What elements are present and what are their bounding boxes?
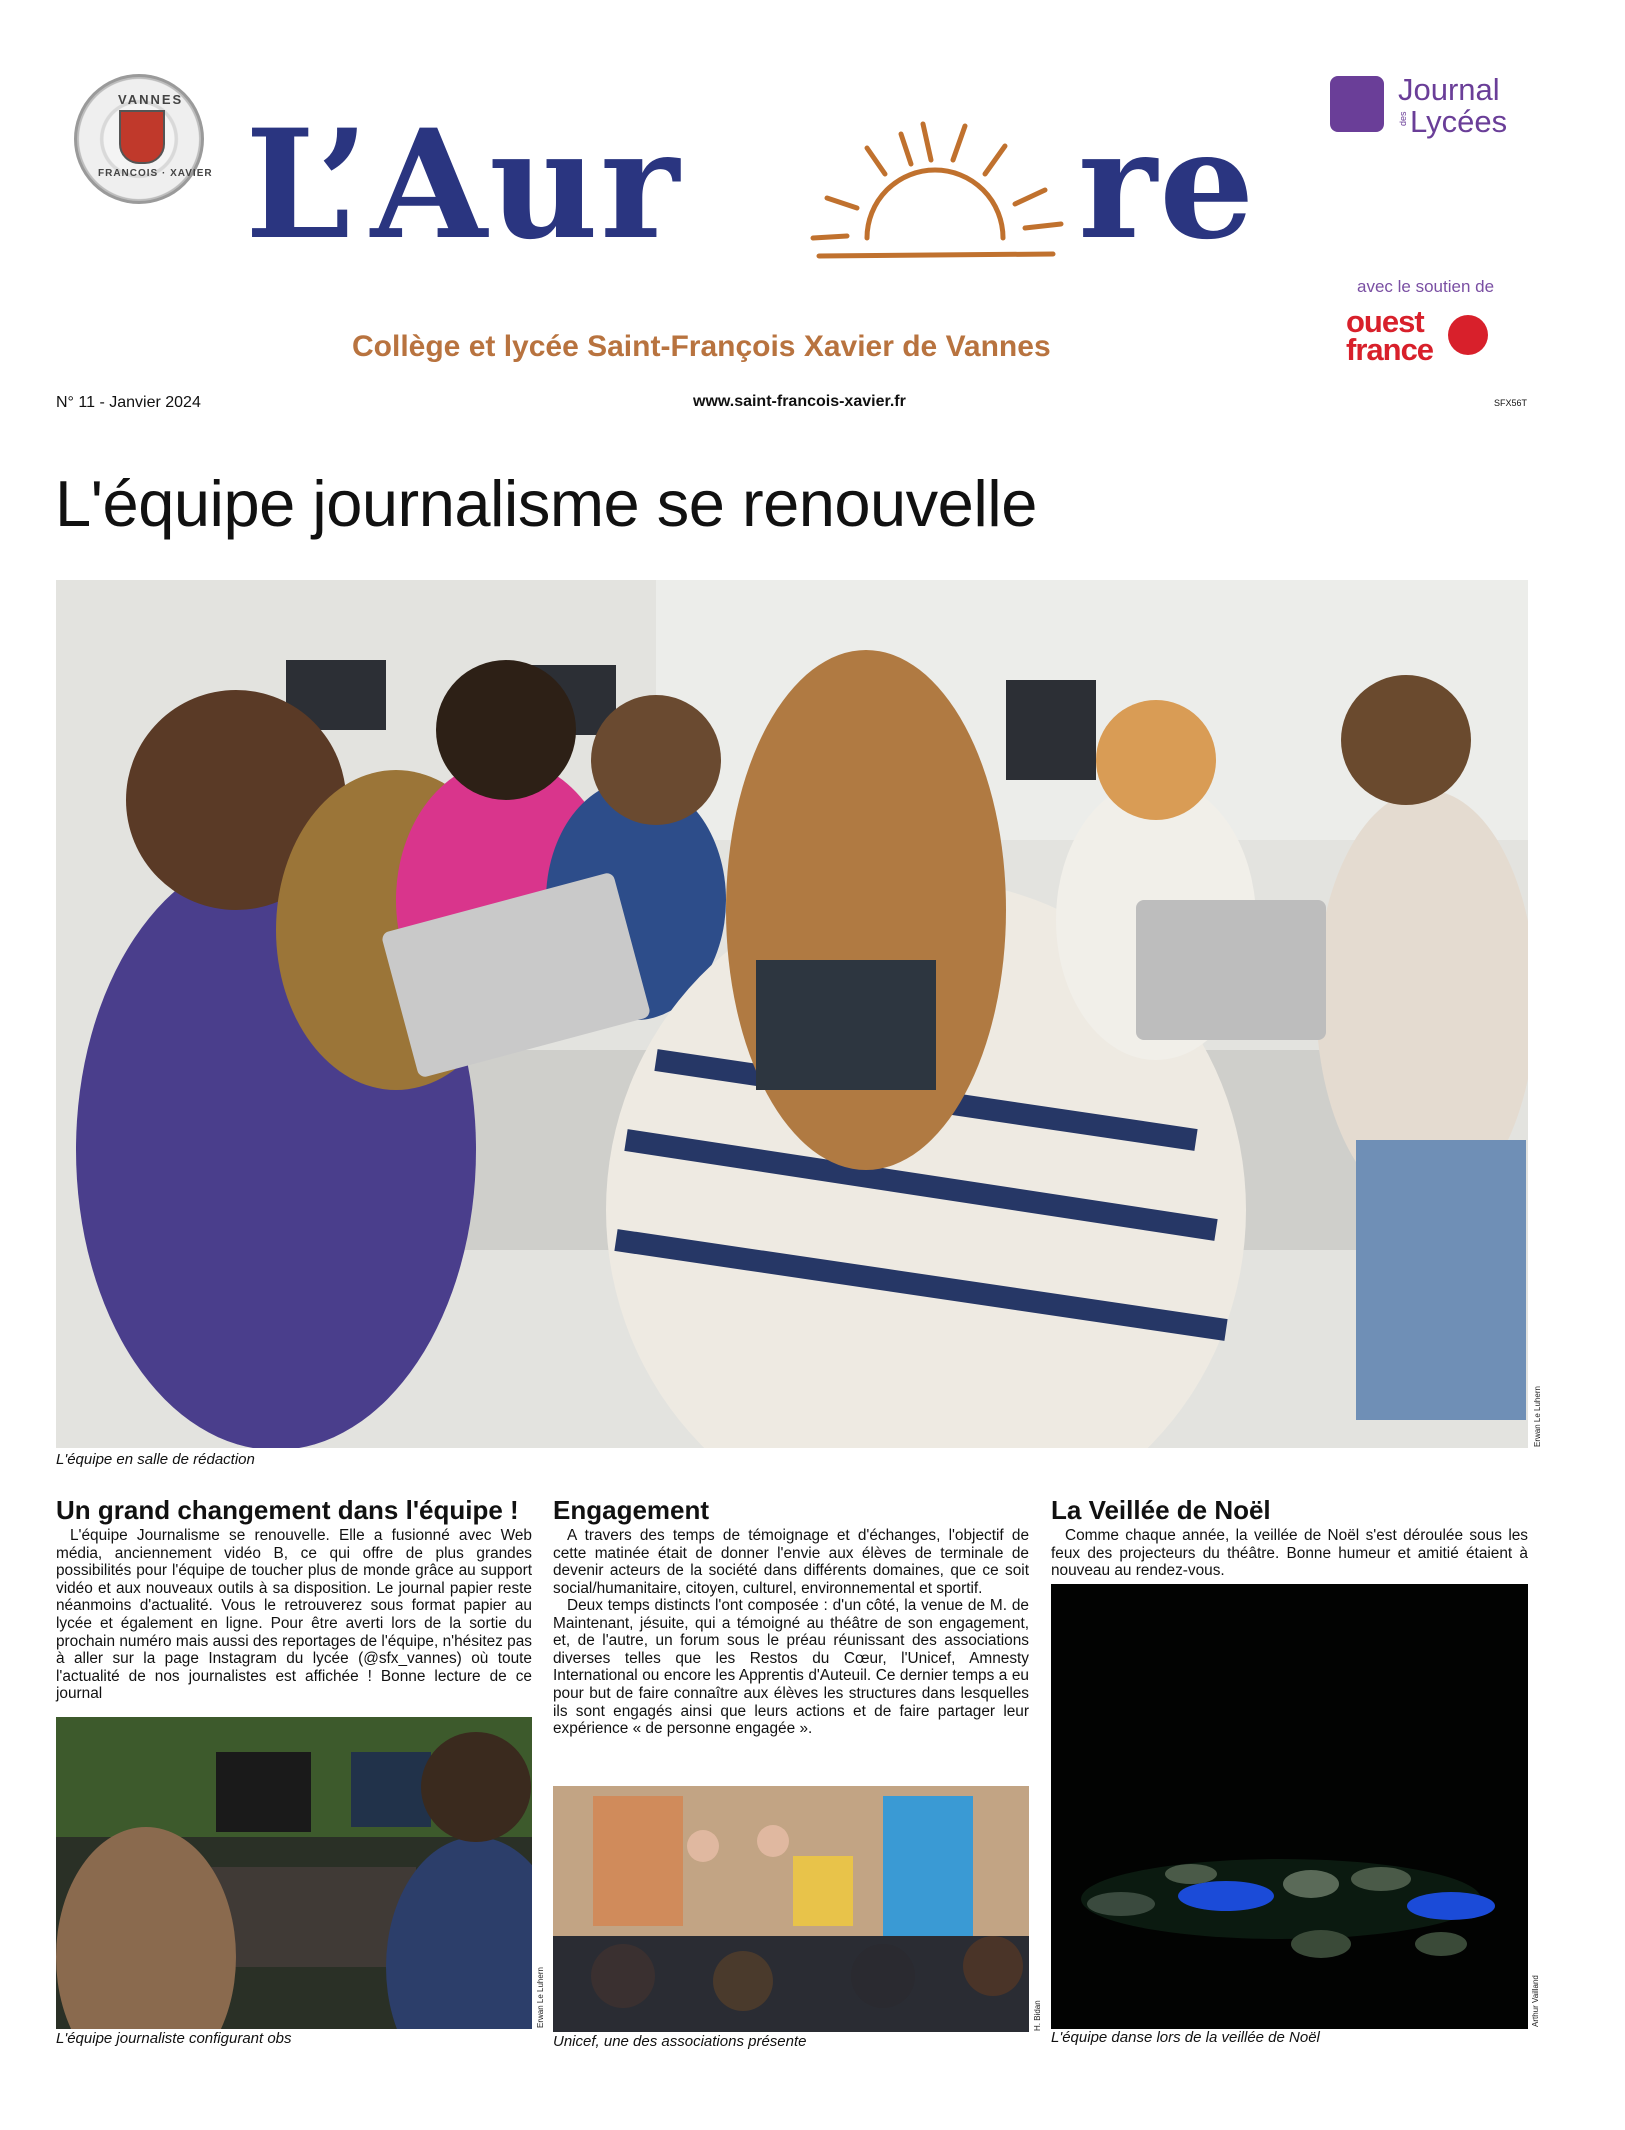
website-link[interactable]: www.saint-francois-xavier.fr bbox=[693, 393, 906, 410]
issue-number: N° 11 - Janvier 2024 bbox=[56, 394, 201, 411]
article-3-photo bbox=[1051, 1584, 1528, 2029]
seal-bottom-text: FRANCOIS · XAVIER bbox=[98, 168, 213, 179]
article-1-title: Un grand changement dans l'équipe ! bbox=[56, 1495, 519, 1525]
article-2-photo-credit: H. Bidan bbox=[1033, 2000, 1042, 2031]
article-1-photo-caption: L'équipe journaliste configurant obs bbox=[56, 2030, 292, 2047]
partner-name-lycees: Lycées bbox=[1410, 104, 1508, 139]
seal-top-text: VANNES bbox=[118, 92, 184, 107]
school-subtitle: Collège et lycée Saint-François Xavier de Vannes bbox=[352, 330, 1051, 363]
main-photo-caption: L'équipe en salle de rédaction bbox=[56, 1451, 255, 1468]
newspaper-logo-right: re bbox=[1078, 97, 1257, 273]
article-3-photo-caption: L'équipe danse lors de la veillée de Noël bbox=[1051, 2029, 1320, 2046]
shield-icon bbox=[119, 110, 165, 164]
article-2-title: Engagement bbox=[553, 1495, 710, 1525]
article-2-body: A travers des temps de témoignage et d'échanges, l'objectif de cette matinée était de donner l'envie aux élèves de terminale de devenir acteurs de la société dans différents domaines, que ce soit social/humanitaire, citoyen, culturel, environnemental et sportif. bbox=[553, 1527, 1029, 1597]
article-2-photo bbox=[553, 1786, 1029, 2032]
ouest-france-circle-icon bbox=[1448, 315, 1488, 355]
article-1-photo-credit: Erwan Le Luhern bbox=[536, 1967, 545, 2028]
article-2-photo-caption: Unicef, une des associations présente bbox=[553, 2033, 807, 2050]
main-photo-credit: Erwan Le Luhern bbox=[1533, 1386, 1542, 1447]
article-1-photo bbox=[56, 1717, 532, 2029]
main-photo-newsroom bbox=[56, 580, 1528, 1448]
article-2-body-2: Deux temps distincts l'ont composée : d'un côté, la venue de M. de Maintenant, jésuite, qui a témoigné au théâtre de son engagement, et, de l'autre, un forum sous le préau réunissant des associations diverses telles que les Restos du Cœur, l'Unicef, Amnesty International ou encore les Apprentis d'Auteuil. Ce dernier temps a eu pour but de faire connaître aux élèves les structures dans lesquelles ils sont engagés ainsi que leurs actions et de faire partager leur expérience « de personne engagée ». bbox=[553, 1597, 1029, 1738]
article-3-photo-credit: Arthur Vailland bbox=[1531, 1975, 1540, 2027]
sponsor-line-1: ouest bbox=[1346, 304, 1424, 339]
article-1-body: L'équipe Journalisme se renouvelle. Elle a fusionné avec Web média, anciennement vidéo B, ce qui offre de plus grandes possibilités pour l'équipe de toucher plus de monde grâce au support vidéo et aux nouveaux outils à sa disposition. Le journal papier reste néanmoins d'actualité. Vous le retrouverez sous format papier au lycée et également en ligne. Pour être averti lors de la sortie du prochain numéro mais aussi des reportages de l'équipe, n'hésitez pas à aller sur la page Instagram du lycée (@sfx_vannes) où toute l'actualité de nos journalistes est affichée ! Bonne lecture de ce journal bbox=[56, 1527, 532, 1703]
support-text: avec le soutien de bbox=[1357, 277, 1495, 296]
partner-name-des: des bbox=[1398, 111, 1408, 126]
article-3-body: Comme chaque année, la veillée de Noël s'est déroulée sous les feux des projecteurs du théâtre. Bonne humeur et amitié étaient à nouveau au rendez-vous. bbox=[1051, 1527, 1528, 1580]
newspaper-logo-left: L’Aur bbox=[245, 97, 682, 273]
article-3-title: La Veillée de Noël bbox=[1051, 1495, 1271, 1525]
journal-des-lycees-logo-icon bbox=[1330, 76, 1384, 132]
sponsor-line-2: france bbox=[1346, 332, 1434, 367]
page-headline: L'équipe journalisme se renouvelle bbox=[55, 467, 1037, 540]
sponsor-logo-text bbox=[1346, 304, 1434, 367]
publication-code: SFX56T bbox=[1494, 398, 1528, 408]
partner-name-journal: Journal bbox=[1398, 72, 1500, 107]
rising-sun-icon bbox=[805, 118, 1070, 268]
